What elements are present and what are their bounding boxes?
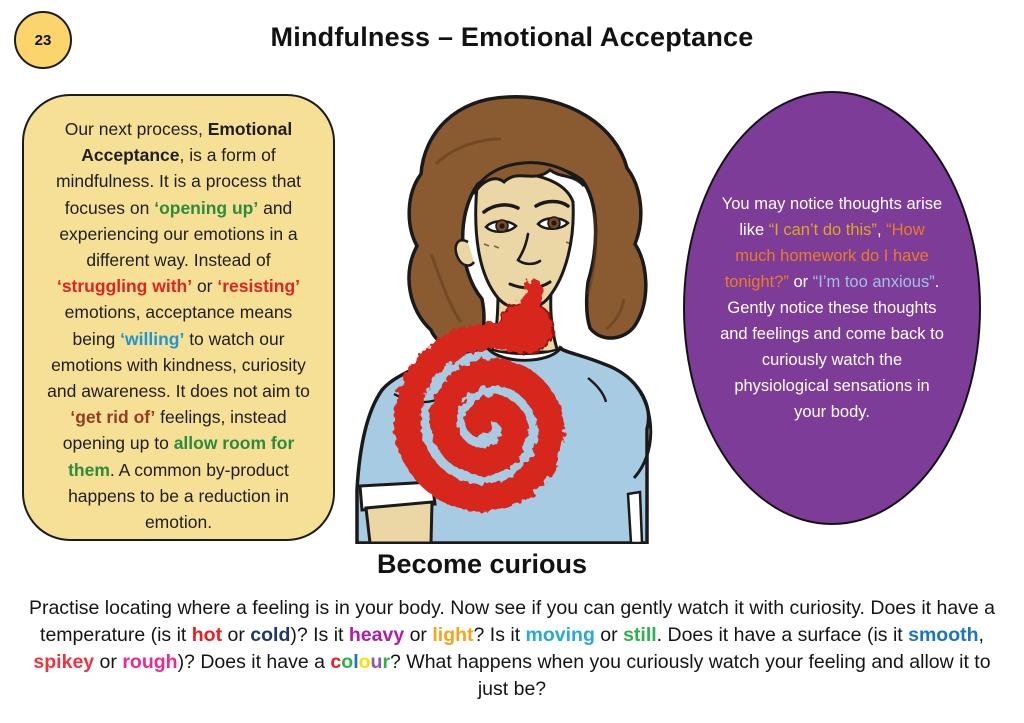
girl-with-red-spiral-illustration <box>336 94 670 544</box>
text-segment: You may notice thoughts arise like <box>721 195 943 239</box>
text-segment: cold <box>250 624 291 646</box>
text-segment: or <box>594 624 624 646</box>
text-segment: . A common by-product happens to be a reduction in emotion. <box>68 459 289 533</box>
text-segment: , <box>876 221 887 239</box>
text-segment: Emotional Acceptance <box>81 119 293 166</box>
text-segment: still <box>623 624 657 646</box>
thought-bubble-text <box>719 191 945 425</box>
text-segment: heavy <box>348 624 405 646</box>
thought-bubble <box>683 91 981 525</box>
text-segment: ‘get rid of’ <box>70 407 156 428</box>
text-segment: r <box>382 651 391 673</box>
text-segment: allow room for them <box>68 433 295 480</box>
text-segment: emotions, acceptance means being <box>64 302 293 349</box>
text-segment: hot <box>191 624 223 646</box>
text-segment: “How much homework do I have tonight?” <box>724 221 929 291</box>
text-segment: ‘opening up’ <box>154 197 259 218</box>
text-segment: “I can’t do this” <box>768 221 877 239</box>
intro-text <box>46 116 311 535</box>
text-segment: or <box>192 276 218 297</box>
text-segment: o <box>358 651 371 673</box>
text-segment: , is a form of mindfulness. It is a process that focuses on <box>55 145 302 218</box>
text-segment: )? Is it <box>290 624 349 646</box>
text-segment: moving <box>525 624 595 646</box>
page-title: Mindfulness – Emotional Acceptance <box>270 22 754 52</box>
text-segment: , <box>978 624 984 646</box>
text-segment: spikey <box>33 651 95 673</box>
text-segment: ? Is it <box>473 624 526 646</box>
text-segment: or <box>222 624 251 646</box>
text-segment: . Gently notice these thoughts and feelings and come back to curiously watch the physiological sensations in your body. <box>720 273 944 421</box>
text-segment: light <box>432 624 474 646</box>
text-segment: or <box>788 273 813 291</box>
text-segment: Our next process, <box>64 119 208 139</box>
text-segment: smooth <box>908 624 979 646</box>
text-segment: and experiencing our emotions in a different way. Instead of <box>59 197 298 271</box>
text-segment: “I’m too anxious” <box>812 273 935 291</box>
page-number: 23 <box>34 31 52 49</box>
text-segment: Practise locating where a feeling is in your body. Now see if you can gently watch it with curiosity. Does it have a temperature (is it <box>28 597 996 646</box>
intro-box <box>22 94 335 541</box>
text-segment: or <box>404 624 433 646</box>
text-segment: feelings, instead opening up to <box>62 407 287 454</box>
text-segment: c <box>330 651 342 673</box>
text-segment: . Does it have a surface (is it <box>656 624 909 646</box>
figure-girl-illustration <box>336 94 670 544</box>
text-segment: ? What happens when you curiously watch your feeling and allow it to just be? <box>390 651 991 700</box>
text-segment: rough <box>122 651 178 673</box>
text-segment: ‘struggling with’ <box>56 276 193 297</box>
text-segment: )? Does it have a <box>177 651 331 673</box>
text-segment: ‘resisting’ <box>217 276 301 297</box>
text-segment: u <box>370 651 383 673</box>
caption-become-curious: Become curious <box>376 549 588 579</box>
text-segment: to watch our emotions with kindness, curiosity and awareness. It does not aim to <box>47 328 310 402</box>
text-segment: l <box>353 651 359 673</box>
practice-paragraph <box>26 595 998 703</box>
text-segment: ‘willing’ <box>120 328 185 349</box>
text-segment: or <box>94 651 123 673</box>
text-segment: o <box>341 651 354 673</box>
